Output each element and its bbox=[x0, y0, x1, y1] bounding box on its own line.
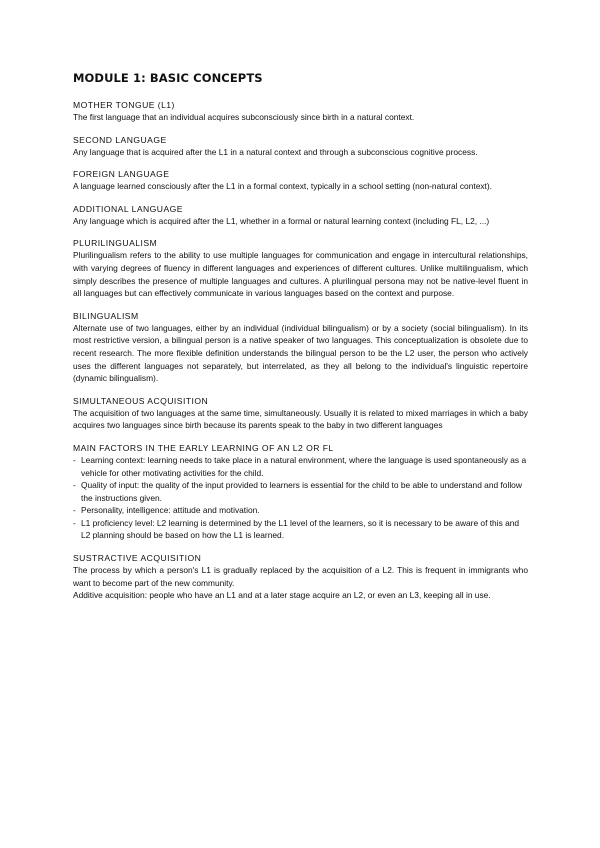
section-text: Alternate use of two languages, either by an individual (individual bilingualism) or by a society (social bilingualism). In its most restrictive version, a bilingual person is a native speaker of two languages. This conceptualization is obsolete due to recent research. The more flexible definition understands the bilingual person to be the L2 user, the person who actively uses the different languages not separately, but interrelated, as they all belong to the individual's linguistic repertoire (dynamic bilingualism). bbox=[73, 322, 528, 384]
section-heading: FOREIGN LANGUAGE bbox=[73, 169, 170, 180]
section-text: A language learned consciously after the L1 in a formal context, typically in a school setting (non-natural context). bbox=[73, 181, 492, 192]
section-text: The first language that an individual acquires subconsciously since birth in a natural context. bbox=[73, 112, 415, 122]
section-heading: MAIN FACTORS IN THE EARLY LEARNING OF AN L2 OR FL bbox=[73, 442, 334, 453]
list-item-text: Learning context: learning needs to take place in a natural environment, where the language is used spontaneously as a vehicle for other motivating activities for the child. bbox=[81, 454, 527, 478]
page-title: MODULE 1: BASIC CONCEPTS bbox=[73, 71, 263, 85]
section-heading: BILINGUALISM bbox=[73, 310, 139, 321]
section-heading: SUSTRACTIVE ACQUISITION bbox=[73, 553, 202, 564]
section-bilingualism bbox=[73, 310, 528, 385]
list-item bbox=[73, 454, 528, 479]
list-item-text: L1 proficiency level: L2 learning is determined by the L1 level of the learners, so it is necessary to be aware of this and L2 planning should be based on how the L1 is learned. bbox=[81, 517, 520, 541]
bullet-dash: - bbox=[73, 480, 76, 491]
list-item bbox=[73, 517, 528, 542]
list-item-text: Quality of input: the quality of the input provided to learners is essential for the child to be able to understand and follow the instructions given. bbox=[81, 480, 522, 503]
section-text: Any language which is acquired after the L1, whether in a formal or natural learning context (including FL, L2, ...) bbox=[73, 215, 490, 226]
list-item bbox=[73, 479, 528, 504]
section-second-language bbox=[73, 134, 528, 159]
section-simultaneous-acquisition bbox=[73, 395, 528, 432]
section-mother-tongue bbox=[73, 99, 528, 124]
section-additional-language bbox=[73, 203, 528, 228]
section-text: Any language that is acquired after the L1 in a natural context and through a subconscious cognitive process. bbox=[73, 146, 478, 157]
section-heading: ADDITIONAL LANGUAGE bbox=[73, 203, 183, 214]
section-heading: SIMULTANEOUS ACQUISITION bbox=[73, 395, 209, 406]
section-main-factors bbox=[73, 442, 528, 542]
section-text: The process by which a person's L1 is gradually replaced by the acquisition of a L2. This is frequent in immigrants who want to become part of the new community. bbox=[73, 565, 528, 588]
section-plurilingualism bbox=[73, 237, 528, 299]
section-sustractive-acquisition bbox=[73, 552, 528, 602]
list-item-text: Personality, intelligence: attitude and motivation. bbox=[81, 505, 260, 516]
section-heading: SECOND LANGUAGE bbox=[73, 134, 167, 145]
bullet-dash: - bbox=[73, 454, 76, 465]
section-heading: MOTHER TONGUE (L1) bbox=[73, 100, 175, 110]
additive-acquisition-text: Additive acquisition: people who have an L1 and at a later stage acquire an L2, or even an L3, keeping all in use. bbox=[73, 590, 491, 601]
section-heading: PLURILINGUALISM bbox=[73, 238, 158, 249]
factors-list bbox=[73, 454, 528, 542]
section-text: Plurilingualism refers to the ability to use multiple languages for communication and engage in intercultural relationships, with varying degrees of fluency in different languages and experiences of different cultures. Unlike multilingualism, which simply describes the presence of multiple languages and cultures. A plurilingual persona may not be native-level fluent in all languages but can effectively communicate in various languages based on the context and purpose. bbox=[73, 250, 528, 299]
bullet-dash: - bbox=[73, 505, 76, 516]
section-foreign-language bbox=[73, 168, 528, 193]
bullet-dash: - bbox=[73, 517, 76, 528]
section-text: The acquisition of two languages at the same time, simultaneously. Usually it is related to mixed marriages in which a baby acquires two languages since birth because its parents speak to the baby in two different languages bbox=[73, 407, 528, 431]
list-item bbox=[73, 504, 528, 517]
